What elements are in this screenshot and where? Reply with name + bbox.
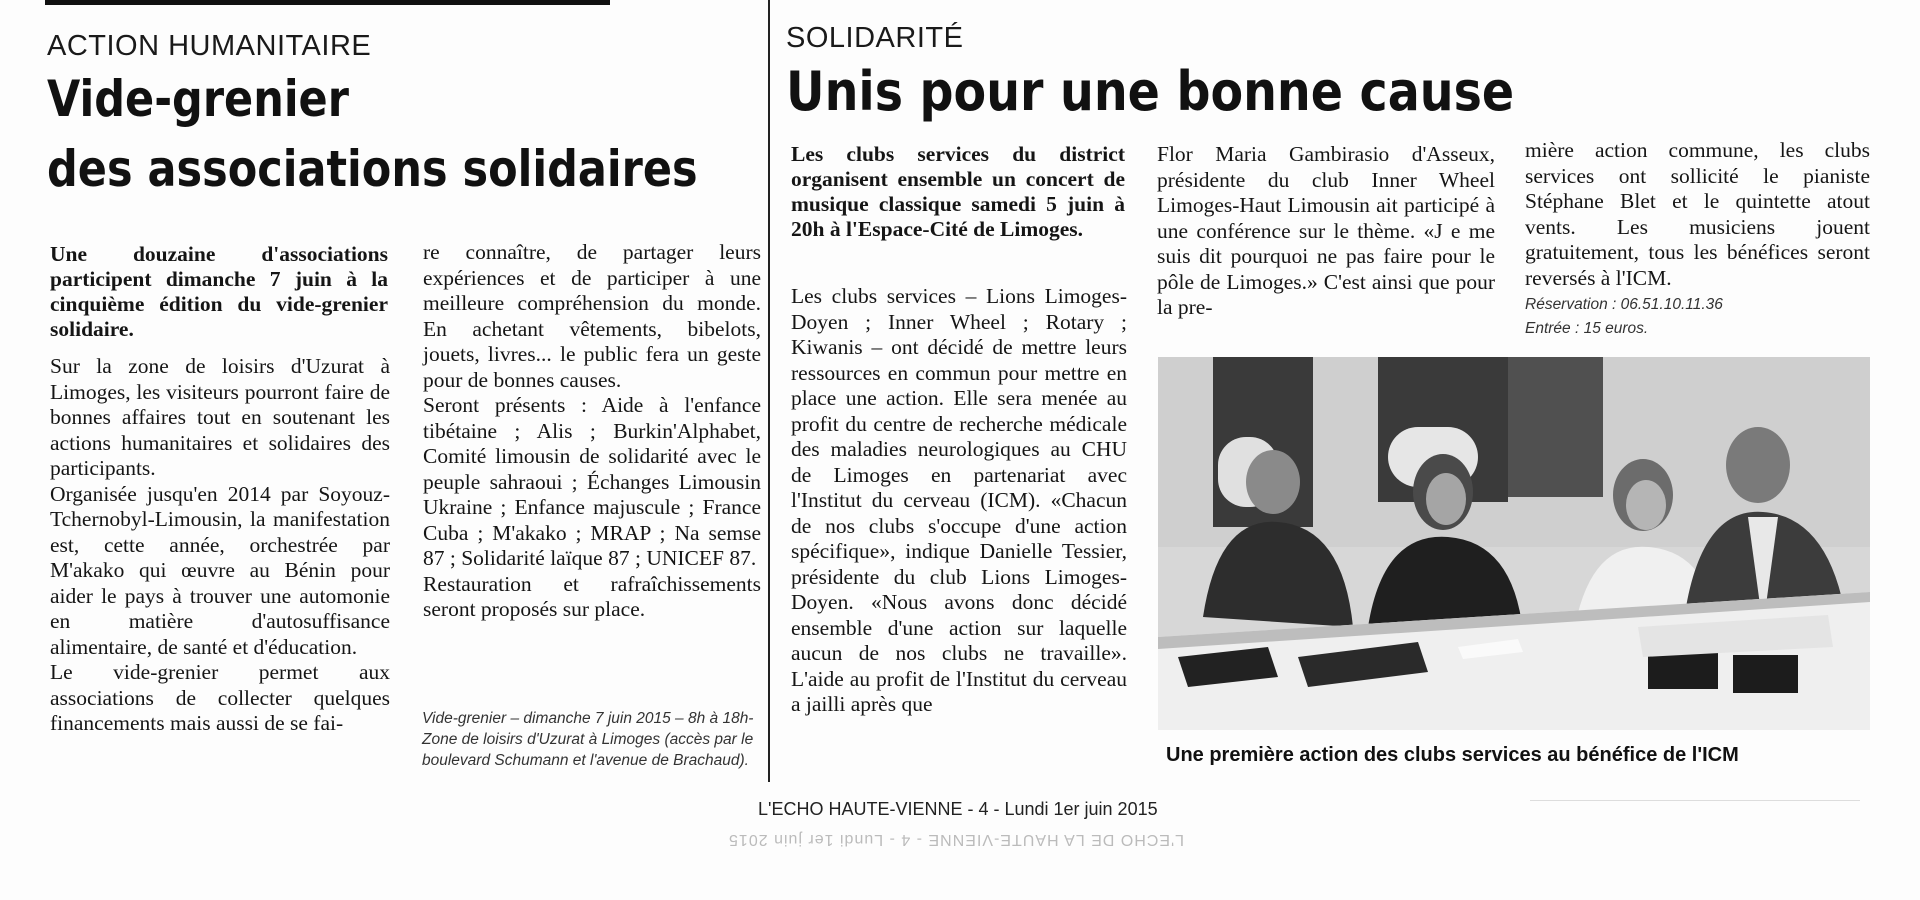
left-col2-paragraph: Seront présents : Aide à l'enfance tibétaine ; Alis ; Burkin'Alphabet, Comité limousin de solidarité avec le peuple sahraoui ; Échanges Limousin Ukraine ; Enfance majuscule ; France Cuba ; M'akako ; MRAP ; Na semse 87 ; Solidarité laïque 87 ; UNICEF 87. [423, 393, 761, 570]
right-kicker: SOLIDARITÉ [786, 22, 964, 54]
right-headline: Unis pour une bonne cause [786, 60, 1515, 123]
left-headline-line1: Vide-grenier [47, 70, 349, 128]
left-col1-paragraph: Sur la zone de loisirs d'Uzurat à Limoges, les visiteurs pourront faire de bonnes affaires tout en soutenant les actions humanitaires et solidaires des participants. [50, 354, 390, 480]
left-col2-paragraph: re connaître, de partager leurs expériences et de participer à une meilleure compréhension du monde. En achetant vêtements, bibelots, jouets, livres... le public fera un geste pour de bonnes causes. [423, 240, 761, 392]
entree-line: Entrée : 15 euros. [1525, 320, 1649, 337]
page-footer: L'ECHO HAUTE-VIENNE - 4 - Lundi 1er juin 2015 [758, 799, 1158, 819]
right-col2-paragraph: Flor Maria Gambirasio d'Asseux, présidente du club Inner Wheel Limoges-Haut Limousin ait participé à une conférence sur le thème. «J e me suis dit pourquoi ne pas faire pour le pôle de Limoges.» C'est ainsi que pour la pre- [1157, 142, 1495, 319]
left-col1-paragraph: Organisée jusqu'en 2014 par Soyouz-Tchernobyl-Limousin, la manifestation est, cette année, orchestrée par M'akako qui œuvre au Bénin pour aider le pays à trouver une automonie en matière d'autosuffisance alimentaire, de santé et d'éducation. [50, 481, 390, 659]
photo-illustration [1158, 357, 1870, 730]
bleed-through-text: L'ECHO DE LA HAUTE-VIENNE - 4 - Lundi 1er juin 2015 [728, 831, 1184, 848]
left-col2-paragraph: Restauration et rafraîchissements seront proposés sur place. [423, 571, 761, 621]
right-column-2 [1157, 142, 1495, 321]
right-col3-paragraph: mière action commune, les clubs services ont sollicité le pianiste Stéphane Blet et le quintette atout vents. Les musiciens jouent gratuitement, tous les bénéfices seront reversés à l'ICM. [1525, 138, 1870, 290]
column-separator [768, 0, 770, 782]
left-kicker: ACTION HUMANITAIRE [47, 30, 372, 62]
left-column-2 [423, 240, 761, 623]
top-rule [45, 0, 610, 5]
left-info-box: Vide-grenier – dimanche 7 juin 2015 – 8h à 18h- Zone de loisirs d'Uzurat à Limoges (accès par le boulevard Schumann et l'avenue de Brachaud). [422, 710, 754, 769]
left-headline-line2: des associations solidaires [47, 140, 698, 198]
right-column-3 [1525, 138, 1870, 291]
left-col1-paragraph: Le vide-grenier permet aux associations de collecter quelques financements mais aussi de se fai- [50, 660, 390, 735]
right-column-1 [791, 284, 1127, 718]
right-chapo: Les clubs services du district organisent ensemble un concert de musique classique samedi 5 juin à 20h à l'Espace-Cité de Limoges. [791, 142, 1125, 241]
press-photo [1158, 357, 1870, 730]
left-chapo: Une douzaine d'associations participent dimanche 7 juin à la cinquième édition du vide-grenier solidaire. [50, 242, 388, 341]
photo-caption: Une première action des clubs services au bénéfice de l'ICM [1166, 744, 1739, 766]
left-column-1 [50, 354, 390, 737]
reservation-line: Réservation : 06.51.10.11.36 [1525, 296, 1723, 313]
right-col1-paragraph: Les clubs services – Lions Limoges-Doyen ; Inner Wheel ; Rotary ; Kiwanis – ont décidé de mettre leurs ressources en commun pour mettre en place une action. Elle sera menée au profit du centre de recherche médicale des maladies neurologiques au CHU de Limoges en partenariat avec l'Institut du cerveau (ICM). «Chacun de nos clubs s'occupe d'une action spécifique», indique Danielle Tessier, présidente du club Lions Limoges-Doyen. «Nous avons donc décidé ensemble d'une action sur laquelle aucun de nos clubs ne travaille». L'aide au profit de l'Institut du cerveau a jailli après que [791, 284, 1127, 716]
speck [1530, 800, 1860, 801]
